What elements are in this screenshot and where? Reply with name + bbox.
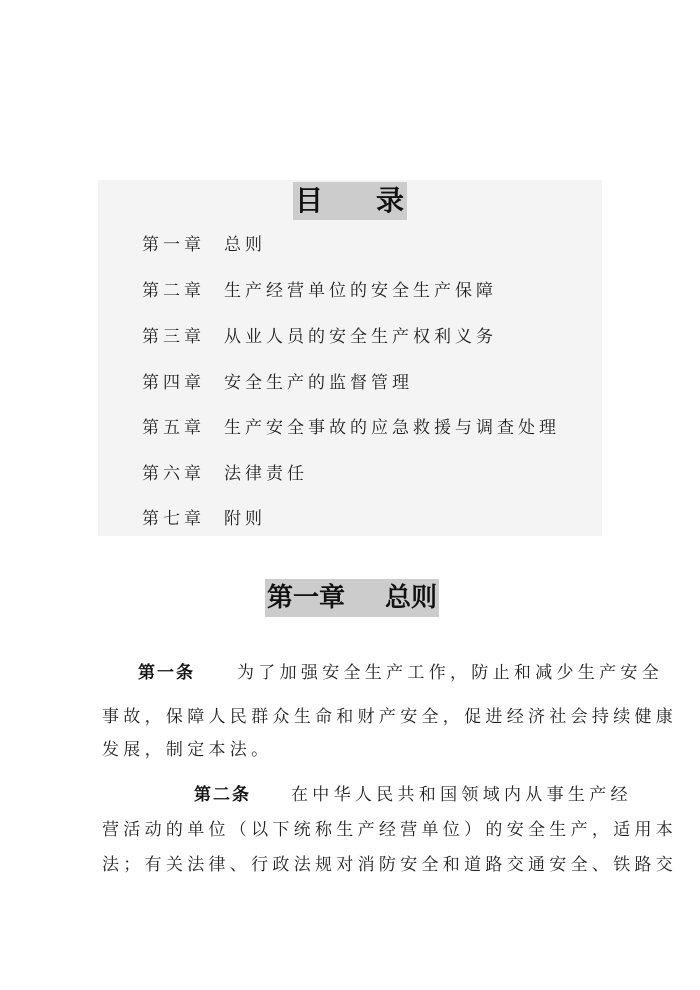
- toc-chapter-name: 生产经营单位的安全生产保障: [224, 281, 497, 301]
- article-1-line-2: 事故，保障人民群众生命和财产安全，促进经济社会持续健康: [102, 707, 678, 727]
- article-text: 在中华人民共和国领域内从事生产经: [291, 785, 632, 805]
- toc-item-4[interactable]: [142, 371, 413, 395]
- toc-chapter-name: 从业人员的安全生产权利义务: [224, 327, 497, 347]
- toc-item-1[interactable]: [142, 233, 266, 257]
- toc-chapter-number: 第七章: [142, 509, 205, 529]
- article-text: 为了加强安全生产工作，防止和减少生产安全: [237, 663, 663, 683]
- article-label: 第二条: [194, 785, 251, 805]
- toc-chapter-name: 总则: [224, 235, 266, 255]
- toc-chapter-number: 第三章: [142, 327, 205, 347]
- toc-chapter-name: 法律责任: [224, 464, 308, 484]
- toc-item-3[interactable]: [142, 325, 497, 349]
- toc-item-5[interactable]: [142, 416, 560, 440]
- article-2-line-1: [194, 783, 694, 807]
- chapter-number: 第一章: [267, 583, 346, 613]
- toc-chapter-number: 第六章: [142, 464, 205, 484]
- toc-chapter-number: 第五章: [142, 418, 205, 438]
- toc-item-6[interactable]: [142, 462, 308, 486]
- article-2-line-3: 法；有关法律、行政法规对消防安全和道路交通安全、铁路交: [102, 855, 678, 875]
- toc-chapter-name: 生产安全事故的应急救援与调查处理: [224, 418, 560, 438]
- toc-chapter-name: 安全生产的监督管理: [224, 373, 413, 393]
- toc-item-2[interactable]: [142, 279, 497, 303]
- toc-chapter-number: 第四章: [142, 373, 205, 393]
- toc-chapter-number: 第二章: [142, 281, 205, 301]
- article-2-line-2: 营活动的单位（以下统称生产经营单位）的安全生产，适用本: [102, 820, 678, 840]
- article-label: 第一条: [138, 663, 195, 683]
- toc-item-7[interactable]: [142, 507, 266, 531]
- toc-chapter-name: 附则: [224, 509, 266, 529]
- article-1-line-1: [138, 661, 663, 685]
- chapter-heading: [265, 579, 439, 617]
- chapter-title: 总则: [385, 583, 438, 613]
- toc-title-left: 目: [295, 184, 324, 217]
- toc-chapter-number: 第一章: [142, 235, 205, 255]
- article-1-line-3: 发展，制定本法。: [102, 740, 273, 760]
- toc-title-right: 录: [376, 184, 405, 217]
